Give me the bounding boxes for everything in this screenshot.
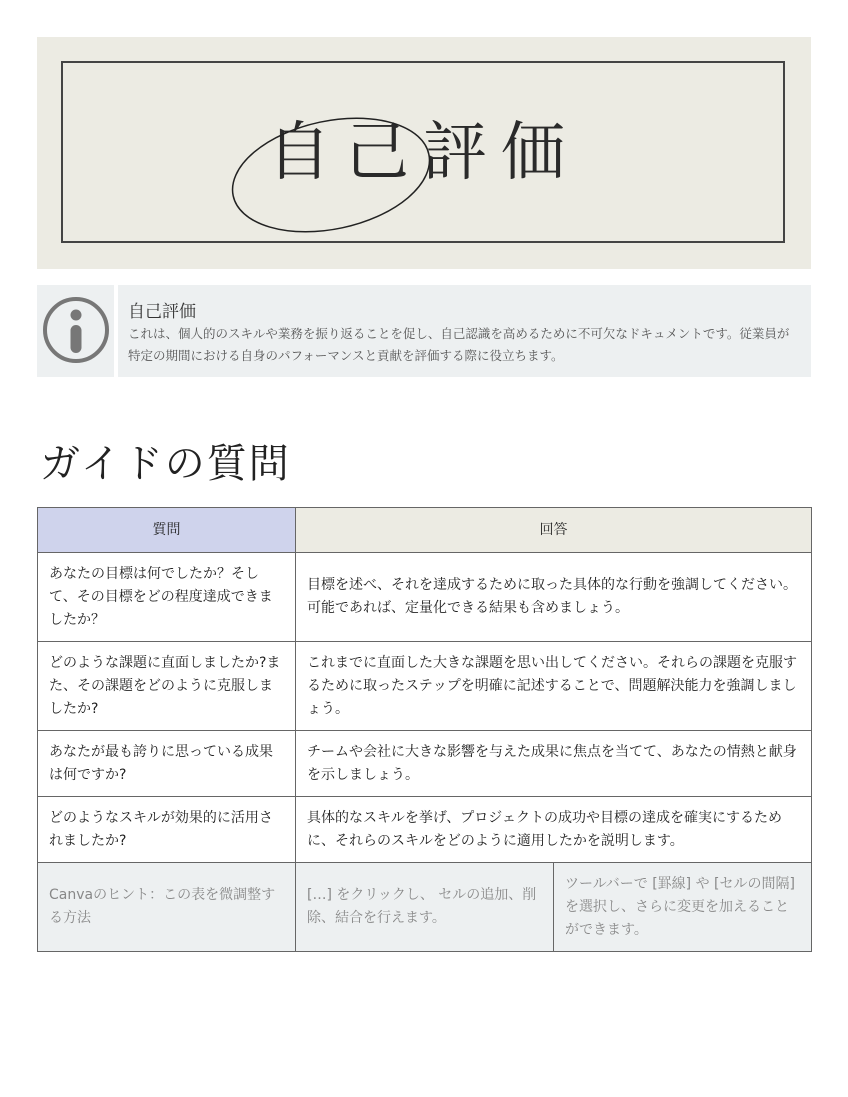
table-row [38,731,812,797]
table-row [38,797,812,863]
title-banner [37,37,811,269]
header-question: 質問 [38,508,296,553]
info-callout [37,285,811,377]
answer-cell: 具体的なスキルを挙げ、プロジェクトの成功や目標の達成を確実にするために、それらのスキルをどのように適用したかを説明します。 [296,797,812,863]
info-title: 自己評価 [128,302,196,322]
info-body [118,285,811,377]
table-row [38,642,812,731]
header-answer: 回答 [296,508,812,553]
banner-frame [61,61,785,243]
tip-title-cell: Canvaのヒント：この表を微調整する方法 [38,863,296,952]
table-row [38,553,812,642]
section-heading: ガイドの質問 [40,441,291,487]
tip-cell-2: ツールバーで [罫線] や [セルの間隔] を選択し、さらに変更を加えることができます。 [554,863,812,952]
info-description: これは、個人的のスキルや業務を振り返ることを促し、自己認識を高めるために不可欠なドキュメントです。従業員が特定の期間における自身のパフォーマンスと貢献を評価する際に役立ちます。 [128,326,790,363]
question-cell: どのようなスキルが効果的に活用されましたか? [38,797,296,863]
question-cell: あなたの目標は何でしたか？そして、その目標をどの程度達成できましたか？ [38,553,296,642]
answer-cell: 目標を述べ、それを達成するために取った具体的な行動を強調してください。可能であれば、定量化できる結果も含めましょう。 [296,553,812,642]
question-cell: どのような課題に直面しましたか?また、その課題をどのように克服しましたか? [38,642,296,731]
guide-questions-table [37,507,812,952]
table-header-row [38,508,812,553]
info-icon [41,295,111,365]
answer-cell: チームや会社に大きな影響を与えた成果に焦点を当てて、あなたの情熱と献身を示しましょう。 [296,731,812,797]
document-title: 自己評価 [267,116,579,190]
canva-tip-row [38,863,812,952]
question-cell: あなたが最も誇りに思っている成果は何ですか? [38,731,296,797]
info-icon-box [37,285,114,377]
answer-cell: これまでに直面した大きな課題を思い出してください。それらの課題を克服するために取ったステップを明確に記述することで、問題解決能力を強調しましょう。 [296,642,812,731]
ellipse-icon [259,121,459,231]
tip-cell-1: […] をクリックし、 セルの追加、削除、結合を行えます。 [296,863,554,952]
